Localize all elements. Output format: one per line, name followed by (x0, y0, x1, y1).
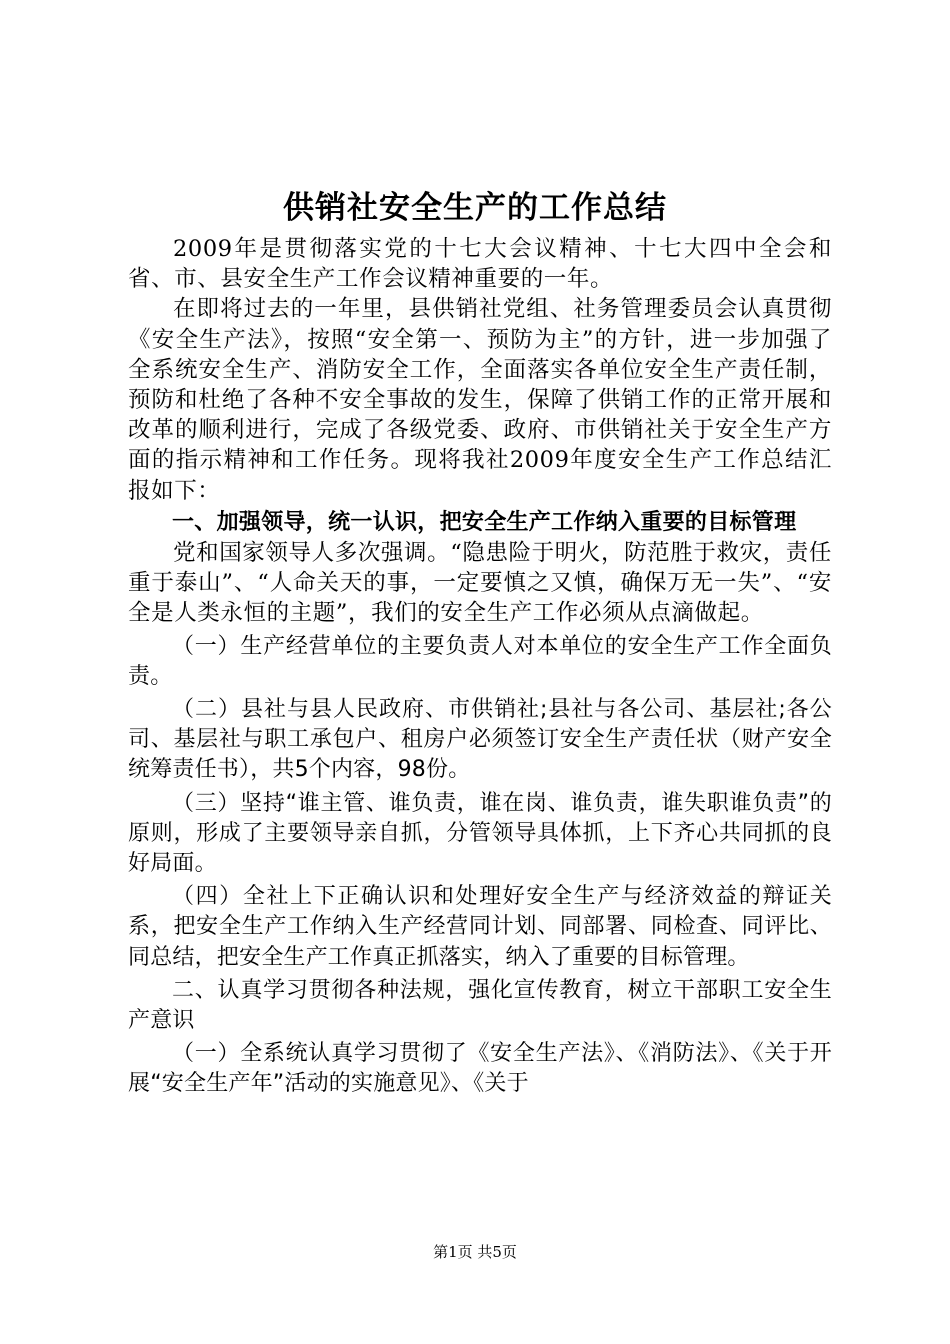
paragraph-intro: 2009年是贯彻落实党的十七大会议精神、十七大四中全会和省、市、县安全生产工作会议精神重要的一年。 (128, 236, 832, 293)
paragraph-leader-quotes: 党和国家领导人多次强调。“隐患险于明火，防范胜于救灾，责任重于泰山”、“人命关天的事，一定要慎之又慎，确保万无一失”、“安全是人类永恒的主题”，我们的安全生产工作必须从点滴做起。 (128, 540, 832, 627)
paragraph-overview: 在即将过去的一年里，县供销社党组、社务管理委员会认真贯彻《安全生产法》，按照“安全第一、预防为主”的方针，进一步加强了全系统安全生产、消防安全工作，全面落实各单位安全生产责任制，预防和杜绝了各种不安全事故的发生，保障了供销工作的正常开展和改革的顺利进行，完成了各级党委、政府、市供销社关于安全生产方面的指示精神和工作任务。现将我社2009年度安全生产工作总结汇报如下： (128, 296, 832, 504)
list-item-1-3: （三）坚持“谁主管、谁负责，谁在岗、谁负责，谁失职谁负责”的原则，形成了主要领导亲自抓，分管领导具体抓，上下齐心共同抓的良好局面。 (128, 790, 832, 877)
document-title: 供销社安全生产的工作总结 (283, 190, 667, 226)
list-item-1-1: （一）生产经营单位的主要负责人对本单位的安全生产工作全面负责。 (128, 633, 832, 689)
section-heading-2: 二、认真学习贯彻各种法规，强化宣传教育，树立干部职工安全生产意识 (128, 977, 832, 1034)
section-heading-1: 一、加强领导，统一认识，把安全生产工作纳入重要的目标管理 (172, 509, 797, 535)
page-footer: 第1页 共5页 (433, 1243, 517, 1261)
list-item-1-2: （二）县社与县人民政府、市供销社;县社与各公司、基层社;各公司、基层社与职工承包户、租房户必须签订安全生产责任状（财产安全统筹责任书），共5个内容，98份。 (128, 697, 832, 783)
list-item-1-4: （四）全社上下正确认识和处理好安全生产与经济效益的辩证关系，把安全生产工作纳入生产经营同计划、同部署、同检查、同评比、同总结，把安全生产工作真正抓落实，纳入了重要的目标管理。 (128, 884, 832, 970)
document-body (128, 234, 832, 1100)
list-item-2-1: （一）全系统认真学习贯彻了《安全生产法》、《消防法》、《关于开展“安全生产年”活动的实施意见》、《关于 (128, 1041, 832, 1097)
